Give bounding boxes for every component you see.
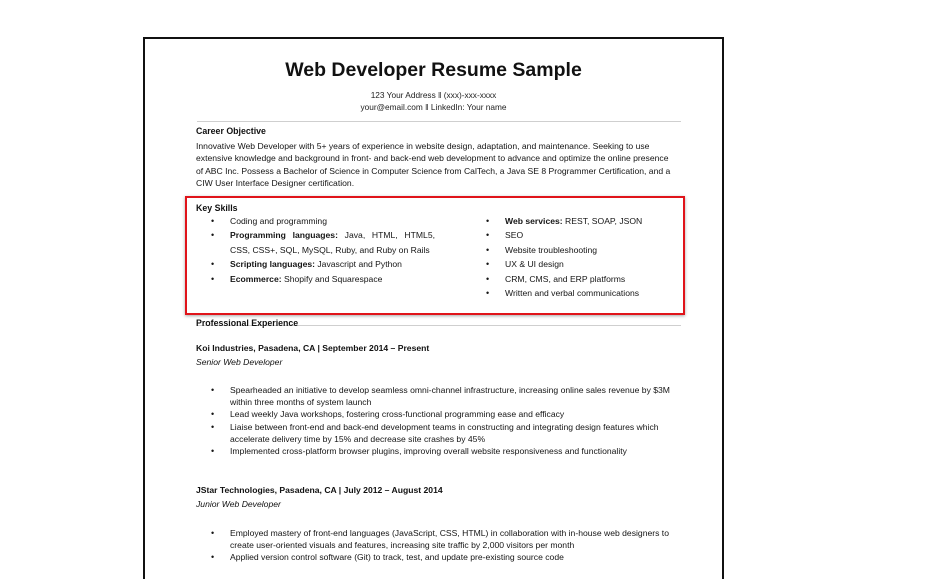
list-item: • SEO bbox=[470, 228, 700, 242]
contact-address-phone: 123 Your Address ǁ (xxx)-xxx-xxxx bbox=[370, 90, 497, 100]
list-item: • Coding and programming bbox=[195, 214, 435, 228]
list-item: • Website troubleshooting bbox=[470, 243, 700, 257]
job-company-line: Koi Industries, Pasadena, CA | September 2014 – Present bbox=[196, 343, 430, 353]
list-item: • Employed mastery of front-end languages (JavaScript, CSS, HTML) in collaboration with in-house web designers to create user-oriented visuals and features, increasing site traffic by 2,000 visitors per month bbox=[195, 527, 675, 551]
section-divider bbox=[197, 121, 681, 122]
job-bullets bbox=[195, 527, 675, 564]
experience-heading: Professional Experience bbox=[196, 318, 299, 328]
skills-heading: Key Skills bbox=[196, 203, 238, 213]
objective-heading: Career Objective bbox=[196, 126, 266, 136]
list-item: • Spearheaded an initiative to develop seamless omni-channel infrastructure, increasing online sales revenue by $3M within three months of system launch bbox=[195, 384, 675, 408]
list-item: • Liaise between front-end and back-end development teams in constructing and integrating design features which accelerate delivery time by 15% and decrease site crashes by 45% bbox=[195, 421, 675, 445]
list-item: • Ecommerce: Shopify and Squarespace bbox=[195, 272, 435, 286]
job-bullets bbox=[195, 384, 675, 457]
job-company-line: JStar Technologies, Pasadena, CA | July 2012 – August 2014 bbox=[196, 485, 443, 495]
list-item: • Written and verbal communications bbox=[470, 286, 700, 300]
job-role: Junior Web Developer bbox=[196, 499, 281, 509]
list-item: • Programming languages: Java, HTML, HTML5, CSS, CSS+, SQL, MySQL, Ruby, and Ruby on Rails bbox=[195, 228, 435, 257]
objective-text: Innovative Web Developer with 5+ years of experience in website design, adaptation, and maintenance. Seeking to use extensive knowledge and background in front- and back-end web development to advance and optimize the online presence of ABC Inc. Possess a Bachelor of Science in Computer Science from CalTech, a Java SE 8 Programmer Certification, and a CIW User Interface Designer certification. bbox=[196, 141, 671, 189]
list-item: • Implemented cross-platform browser plugins, improving overall website responsiveness and functionality bbox=[195, 445, 675, 457]
list-item: • UX & UI design bbox=[470, 257, 700, 271]
resume-title: Web Developer Resume Sample bbox=[285, 59, 582, 81]
skills-list-right bbox=[470, 214, 700, 300]
list-item: • CRM, CMS, and ERP platforms bbox=[470, 272, 700, 286]
job-role: Senior Web Developer bbox=[196, 357, 283, 367]
contact-email-linkedin: your@email.com ǁ LinkedIn: Your name bbox=[360, 102, 507, 112]
list-item: • Applied version control software (Git) to track, test, and update pre-existing source code bbox=[195, 551, 675, 563]
resume-page bbox=[143, 37, 724, 579]
list-item: • Scripting languages: Javascript and Python bbox=[195, 257, 435, 271]
list-item: • Lead weekly Java workshops, fostering cross-functional programming ease and efficacy bbox=[195, 408, 675, 420]
list-item: • Web services: REST, SOAP, JSON bbox=[470, 214, 700, 228]
skills-list-left bbox=[195, 214, 435, 286]
